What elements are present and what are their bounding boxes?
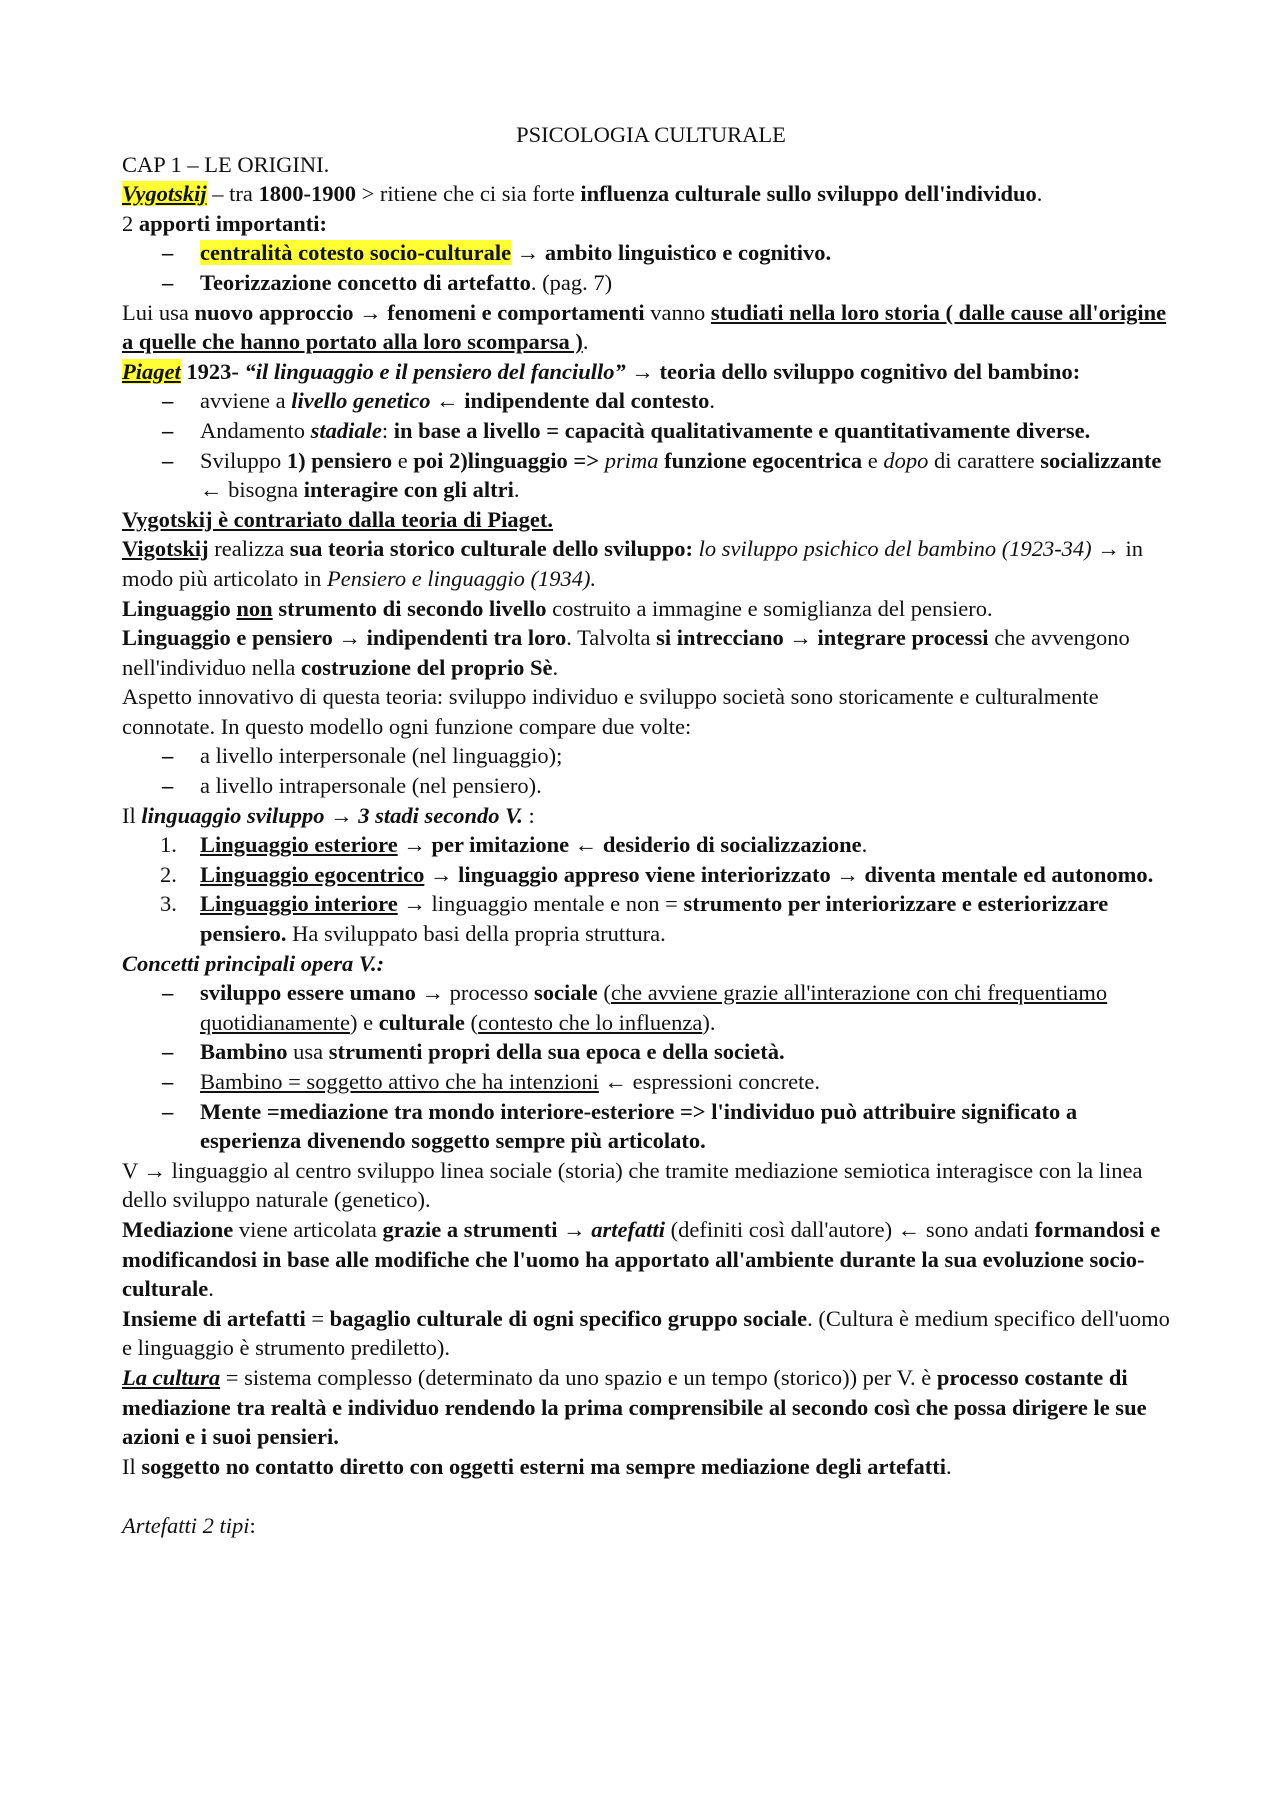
cultura-paragraph: La cultura = sistema complesso (determinato da uno spazio e un tempo (storico)) per V. è processo costante di mediazione tra realtà e individuo rendendo la prima comprensibile al secondo così che possa dirigere le sue azioni e i suoi pensieri.	[122, 1364, 1147, 1450]
approccio-paragraph: Lui usa nuovo approccio → fenomeni e comportamenti vanno studiati nella loro storia ( dalle cause all'origine a quelle che hanno portato alla loro scomparsa ).	[122, 299, 1167, 355]
stadi-heading: Il linguaggio sviluppo → 3 stadi secondo V. :	[122, 802, 535, 828]
list-item: – sviluppo essere umano → processo sociale (che avviene grazie all'interazione con chi frequentiamo quotidianamente) e culturale (contesto che lo influenza).	[122, 978, 1180, 1037]
intro-paragraph: Vygotskij – tra 1800-1900 > ritiene che ci sia forte influenza culturale sullo sviluppo dell'individuo.	[122, 181, 1043, 207]
list-item: – Mente =mediazione tra mondo interiore-esteriore => l'individuo può attribuire significato a esperienza divenendo soggetto sempre più articolato.	[122, 1097, 1180, 1156]
piaget-paragraph: Piaget 1923- “il linguaggio e il pensiero del fanciullo” → teoria dello sviluppo cognitivo del bambino:	[122, 358, 1081, 384]
list-item: – Bambino usa strumenti propri della sua epoca e della società.	[122, 1037, 1180, 1067]
list-item: – a livello interpersonale (nel linguaggio);	[122, 741, 1180, 771]
vigotskij-paragraph: Vigotskij realizza sua teoria storico culturale dello sviluppo: lo sviluppo psichico del bambino (1923-34) → in modo più articolato in Pensiero e linguaggio (1934).	[122, 536, 1143, 591]
list-item: – centralità cotesto socio-culturale → ambito linguistico e cognitivo.	[122, 238, 1180, 268]
list-item: – Bambino = soggetto attivo che ha intenzioni ← espressioni concrete.	[122, 1067, 1180, 1097]
soggetto-paragraph: Il soggetto no contatto diretto con oggetti esterni ma sempre mediazione degli artefatti.	[122, 1453, 952, 1479]
contrariato-line: Vygotskij è contrariato dalla teoria di Piaget.	[122, 506, 553, 532]
linguaggio-paragraph: Linguaggio non strumento di secondo livello costruito a immagine e somiglianza del pensiero.	[122, 595, 993, 621]
list-item: – Teorizzazione concetto di artefatto. (pag. 7)	[122, 268, 1180, 298]
name-piaget: Piaget	[122, 358, 181, 384]
stadi-list	[122, 830, 1180, 948]
list-item: – Sviluppo 1) pensiero e poi 2)linguaggio => prima funzione egocentrica e dopo di carattere socializzante ← bisogna interagire con gli altri.	[122, 446, 1180, 505]
list-item: 2. Linguaggio egocentrico → linguaggio appreso viene interiorizzato → diventa mentale ed autonomo.	[160, 861, 1154, 887]
piaget-list	[122, 386, 1180, 504]
chapter-heading: CAP 1 – LE ORIGINI.	[122, 151, 330, 177]
aspetto-paragraph: Aspetto innovativo di questa teoria: sviluppo individuo e sviluppo società sono storicamente e culturalmente connotate. In questo modello ogni funzione compare due volte:	[122, 684, 1099, 739]
linguaggio-pensiero-paragraph: Linguaggio e pensiero → indipendenti tra loro. Talvolta si intrecciano → integrare processi che avvengono nell'individuo nella costruzione del proprio Sè.	[122, 625, 1130, 680]
insieme-paragraph: Insieme di artefatti = bagaglio culturale di ogni specifico gruppo sociale. (Cultura è medium specifico dell'uomo e linguaggio è strumento prediletto).	[122, 1305, 1170, 1361]
list-item: – a livello intrapersonale (nel pensiero).	[122, 771, 1180, 801]
artefatti-heading: Artefatti 2 tipi:	[122, 1513, 256, 1539]
name-vygotskij: Vygotskij	[122, 181, 207, 207]
concetti-heading: Concetti principali opera V.:	[122, 950, 385, 976]
v-linguaggio-paragraph: V → linguaggio al centro sviluppo linea sociale (storia) che tramite mediazione semiotica interagisce con la linea dello sviluppo naturale (genetico).	[122, 1157, 1143, 1213]
funzione-list	[122, 741, 1180, 800]
list-item: 3. Linguaggio interiore → linguaggio mentale e non = strumento per interiorizzare e esteriorizzare pensiero. Ha sviluppato basi della propria struttura.	[160, 891, 1109, 947]
list-item: – Andamento stadiale: in base a livello = capacità qualitativamente e quantitativamente diverse.	[122, 416, 1180, 446]
list-item: – avviene a livello genetico ← indipendente dal contesto.	[122, 386, 1180, 416]
blank-line	[122, 1481, 1180, 1511]
concetti-list	[122, 978, 1180, 1156]
document-title: PSICOLOGIA CULTURALE	[516, 122, 786, 147]
apporti-list	[122, 238, 1180, 297]
mediazione-paragraph: Mediazione viene articolata grazie a strumenti → artefatti (definiti così dall'autore) ← sono andati formandosi e modificandosi in base alle modifiche che l'uomo ha apportato all'ambiente durante la sua evoluzione socio-culturale.	[122, 1216, 1161, 1302]
apporti-heading: 2 apporti importanti:	[122, 210, 327, 236]
list-item: 1. Linguaggio esteriore → per imitazione ← desiderio di socializzazione.	[160, 832, 868, 858]
